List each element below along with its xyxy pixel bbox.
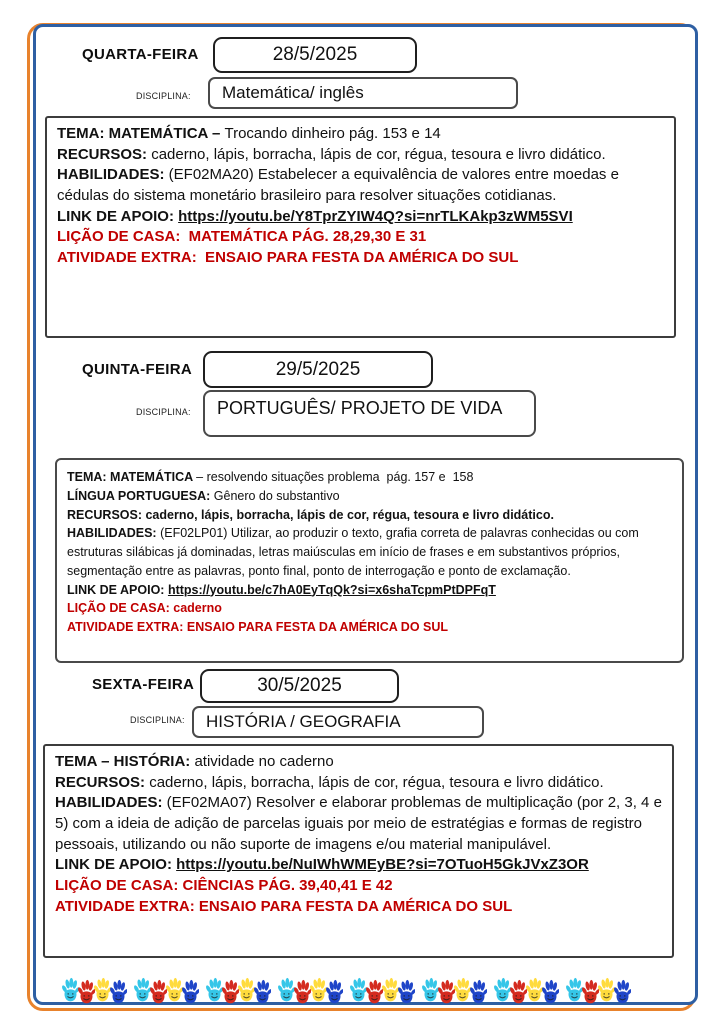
text-line	[57, 124, 664, 145]
handprint-icon	[326, 979, 343, 1006]
handprint-icon	[470, 979, 487, 1006]
text-segment: (EF02LP01) Utilizar, ao produzir o texto, grafia correta de palavras conhecidas ou com estruturas silábicas já dominadas, letras maiúsculas em início de frases e em substantivos próprios, segmentação entre as palavras, ponto final, ponto de interrogação e ponto de exclamação.	[67, 526, 643, 578]
text-segment: (EF02MA07) Resolver e elaborar problemas de multiplicação (por 2, 3, 4 e 5) com a ideia de adição de parcelas iguais por meio de estratégias e formas de registro pessoais, utilizando ou não suporte de imagens e/ou material manipulável.	[55, 794, 667, 853]
text-line	[67, 487, 672, 506]
text-segment: – resolvendo situações problema pág. 157 e 158	[196, 470, 474, 484]
handprint-icon	[526, 977, 543, 1004]
text-segment: LIÇÃO DE CASA: MATEMÁTICA PÁG. 28,29,30 E 31	[57, 228, 427, 246]
handprint-icon	[94, 977, 111, 1004]
text-segment: LINK DE APOIO:	[67, 582, 168, 597]
handprint-icon	[366, 979, 383, 1006]
text-segment: Gênero do substantivo	[213, 488, 340, 503]
disciplina-label: DISCIPLINA:	[136, 91, 191, 101]
date-text: 28/5/2025	[272, 44, 358, 65]
discipline-box-quarta	[208, 77, 518, 109]
text-line	[55, 897, 662, 918]
text-segment: LINK DE APOIO:	[55, 856, 177, 874]
text-segment: TEMA – HISTÓRIA:	[55, 753, 195, 770]
text-segment: TEMA: MATEMÁTICA	[67, 470, 197, 484]
handprint-icon	[110, 979, 127, 1006]
text-segment: HABILIDADES:	[57, 166, 169, 184]
handprint-icon	[398, 979, 415, 1006]
discipline-text: HISTÓRIA / GEOGRAFIA	[206, 712, 401, 731]
handprint-icon	[566, 977, 583, 1004]
hand-group	[62, 977, 126, 1004]
date-box-sexta	[200, 669, 399, 703]
hand-group	[206, 977, 270, 1004]
discipline-text: Matemática/ inglês	[222, 83, 364, 102]
text-segment: ATIVIDADE EXTRA: ENSAIO PARA FESTA DA AMÉRICA DO SUL	[55, 897, 513, 915]
discipline-box-quinta	[203, 390, 536, 437]
handprint-icon	[238, 977, 255, 1004]
text-segment: atividade no caderno	[194, 753, 334, 770]
text-segment: caderno, lápis, borracha, lápis de cor, régua, tesoura e livro didático.	[149, 773, 604, 791]
handprint-icon	[438, 979, 455, 1006]
hand-group	[422, 977, 486, 1004]
handprint-icon	[278, 977, 295, 1004]
text-line	[55, 855, 662, 876]
handprint-icon	[510, 979, 527, 1006]
handprint-icon	[206, 977, 223, 1004]
text-line	[67, 599, 672, 618]
handprint-icon	[454, 977, 471, 1004]
text-line	[67, 581, 672, 600]
text-segment: LIÇÃO DE CASA: caderno	[67, 601, 222, 616]
handprint-icon	[134, 977, 151, 1004]
handprint-icon	[350, 977, 367, 1004]
hands-strip	[62, 976, 668, 1004]
handprint-icon	[382, 977, 399, 1004]
text-segment: RECURSOS: caderno, lápis, borracha, lápis de cor, régua, tesoura e livro didático.	[67, 507, 554, 522]
text-line	[67, 506, 672, 525]
day-label-quinta: QUINTA-FEIRA	[82, 361, 192, 378]
handprint-icon	[182, 979, 199, 1006]
text-segment: LÍNGUA PORTUGUESA:	[67, 488, 214, 503]
date-box-quinta	[203, 351, 433, 388]
content-box-quarta	[45, 116, 676, 338]
hand-group	[350, 977, 414, 1004]
hand-group	[494, 977, 558, 1004]
disciplina-label: DISCIPLINA:	[130, 715, 185, 725]
handprint-icon	[78, 979, 95, 1006]
disciplina-label: DISCIPLINA:	[136, 407, 191, 417]
day-label-quarta: QUARTA-FEIRA	[82, 46, 199, 63]
text-segment: RECURSOS:	[55, 773, 150, 791]
text-line	[57, 165, 664, 206]
handprint-icon	[614, 979, 631, 1006]
day-label-sexta: SEXTA-FEIRA	[92, 676, 195, 693]
handprint-icon	[542, 979, 559, 1006]
hand-group	[566, 977, 630, 1004]
text-segment: HABILIDADES:	[55, 794, 167, 812]
text-segment: RECURSOS:	[57, 145, 152, 163]
text-line	[67, 468, 672, 487]
handprint-icon	[294, 979, 311, 1006]
support-link[interactable]: https://youtu.be/c7hA0EyTqQk?si=x6shaTcpmPtDPFqT	[167, 582, 496, 597]
text-line	[55, 773, 662, 794]
hand-group	[134, 977, 198, 1004]
text-line	[57, 227, 664, 248]
content-box-quinta	[55, 458, 684, 663]
hand-group	[278, 977, 342, 1004]
date-text: 29/5/2025	[275, 358, 361, 380]
text-segment: HABILIDADES:	[67, 526, 161, 541]
text-segment: Trocando dinheiro pág. 153 e 14	[224, 125, 441, 142]
date-text: 30/5/2025	[257, 675, 342, 696]
handprint-icon	[422, 977, 439, 1004]
text-line	[67, 524, 672, 580]
text-line	[57, 207, 664, 228]
discipline-text: PORTUGUÊS/ PROJETO DE VIDA	[217, 398, 503, 418]
handprint-icon	[254, 979, 271, 1006]
handprint-icon	[598, 977, 615, 1004]
handprint-icon	[222, 979, 239, 1006]
content-box-sexta	[43, 744, 674, 958]
support-link[interactable]: https://youtu.be/Y8TprZYIW4Q?si=nrTLKAkp3zWM5SVI	[178, 207, 573, 225]
text-line	[55, 876, 662, 897]
text-segment: LIÇÃO DE CASA: CIÊNCIAS PÁG. 39,40,41 E 42	[55, 877, 393, 895]
handprint-icon	[166, 977, 183, 1004]
handprint-icon	[150, 979, 167, 1006]
text-segment: ATIVIDADE EXTRA: ENSAIO PARA FESTA DA AMÉRICA DO SUL	[57, 249, 519, 267]
text-line	[57, 145, 664, 166]
handprint-icon	[310, 977, 327, 1004]
date-box-quarta	[213, 37, 417, 73]
text-segment: caderno, lápis, borracha, lápis de cor, régua, tesoura e livro didático.	[151, 145, 606, 163]
handprint-icon	[62, 977, 79, 1004]
text-segment: (EF02MA20) Estabelecer a equivalência de valores entre moedas e cédulas do sistema monetário brasileiro para resolver situações cotidianas.	[57, 166, 624, 205]
text-line	[57, 248, 664, 269]
text-segment: ATIVIDADE EXTRA: ENSAIO PARA FESTA DA AMÉRICA DO SUL	[67, 620, 449, 634]
handprint-icon	[494, 977, 511, 1004]
discipline-box-sexta	[192, 706, 484, 738]
support-link[interactable]: https://youtu.be/NuIWhWMEyBE?si=7OTuoH5GkJVxZ3OR	[176, 856, 589, 874]
handprint-icon	[582, 979, 599, 1006]
text-line	[67, 618, 672, 637]
text-segment: LINK DE APOIO:	[57, 207, 179, 225]
text-line	[55, 752, 662, 773]
text-segment: TEMA: MATEMÁTICA –	[57, 125, 225, 142]
text-line	[55, 793, 667, 855]
